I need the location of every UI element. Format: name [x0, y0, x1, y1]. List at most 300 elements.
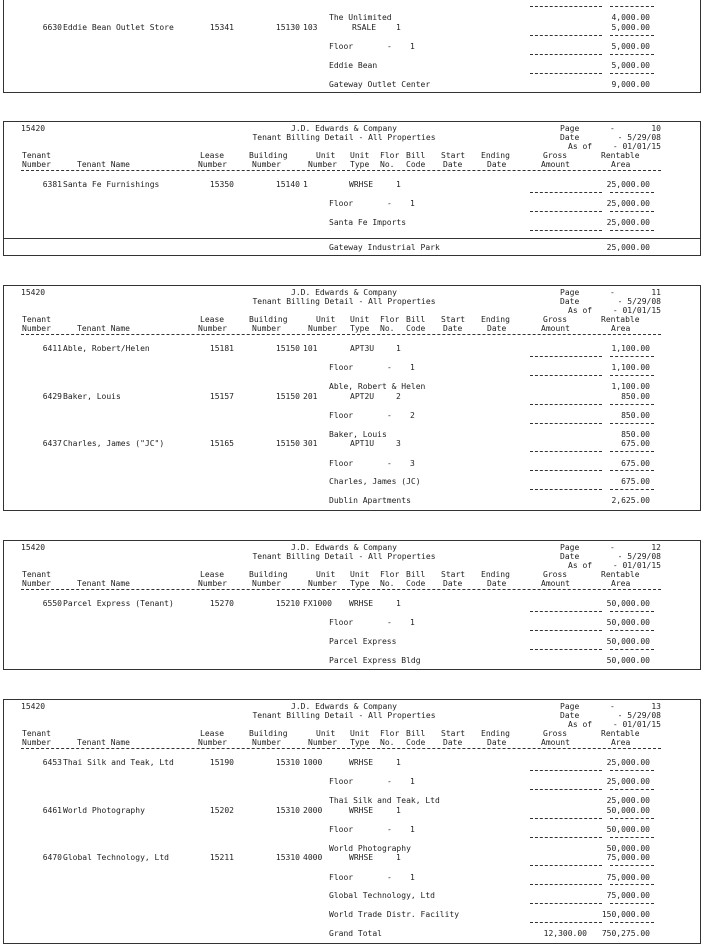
rule	[610, 630, 654, 631]
rule	[530, 6, 602, 7]
col-tenant-number-1: Tenant	[22, 570, 51, 579]
rule	[610, 470, 654, 471]
tenant-name: Santa Fe Furnishings	[63, 180, 160, 189]
floor-dash: -	[387, 873, 392, 882]
rule	[610, 837, 654, 838]
rule	[610, 356, 654, 357]
unit-type: APT3U	[350, 344, 375, 353]
rule	[530, 211, 602, 212]
tenant-total-label: Parcel Express	[329, 637, 397, 646]
col-unit-number-2: Number	[308, 579, 337, 588]
unit-type: WRHSE	[349, 853, 374, 862]
col-tenant-number-1: Tenant	[22, 729, 51, 738]
col-ending-date-1: Ending	[481, 729, 510, 738]
col-bill-code-2: Code	[406, 579, 426, 588]
rule	[610, 192, 654, 193]
col-start-date-2: Date	[443, 738, 463, 747]
col-tenant-number-1: Tenant	[22, 315, 51, 324]
col-building-2: Number	[252, 160, 281, 169]
col-gross-1: Gross	[543, 151, 568, 160]
col-unit-number-2: Number	[308, 738, 337, 747]
page-dash: -	[610, 543, 615, 552]
floor-label: Floor	[329, 825, 354, 834]
lease-number: 15341	[209, 23, 234, 32]
report-title: Tenant Billing Detail - All Properties	[252, 552, 436, 561]
page-number: 12	[651, 543, 661, 552]
report-page-11	[3, 285, 701, 511]
header-rule	[21, 748, 661, 749]
asof-label: As of	[568, 561, 593, 570]
tenant-total-label: Eddie Bean	[329, 61, 378, 70]
rule	[530, 903, 602, 904]
floor-total-number: 1	[410, 199, 415, 208]
col-unit-type-1: Unit	[350, 151, 370, 160]
lease-number: 15165	[209, 439, 234, 448]
page-label: Page	[560, 702, 580, 711]
col-unit-type-1: Unit	[350, 315, 370, 324]
rule	[610, 451, 654, 452]
date-label: Date	[560, 133, 580, 142]
grand-total-label: Grand Total	[329, 929, 382, 938]
col-floor-1: Flor	[380, 570, 400, 579]
date-value: - 5/29/08	[617, 711, 661, 720]
rule	[530, 789, 602, 790]
lease-number: 15181	[209, 344, 234, 353]
tenant-name: World Photography	[63, 806, 145, 815]
grand-total-area: 750,275.00	[601, 929, 650, 938]
rule	[610, 865, 654, 866]
unit-type: APT2U	[350, 392, 375, 401]
unit-number: 301	[303, 439, 318, 448]
rule	[530, 837, 602, 838]
rule	[530, 356, 602, 357]
building-total-area: 9,000.00	[611, 80, 650, 89]
rule	[530, 73, 602, 74]
building-number: 15310	[275, 806, 300, 815]
rule	[610, 73, 654, 74]
tenant-total-area: 5,000.00	[611, 61, 650, 70]
rule	[610, 35, 654, 36]
date-value: - 5/29/08	[617, 552, 661, 561]
unit-number: 103	[303, 23, 318, 32]
date-label: Date	[560, 552, 580, 561]
rule	[610, 423, 654, 424]
rentable-area: 5,000.00	[611, 23, 650, 32]
col-unit-type-2: Type	[350, 160, 370, 169]
col-start-date-1: Start	[441, 315, 466, 324]
col-ending-date-2: Date	[487, 160, 507, 169]
floor-label: Floor	[329, 873, 354, 882]
rule	[610, 649, 654, 650]
col-tenant-name: Tenant Name	[77, 579, 130, 588]
tenant-number: 6470	[42, 853, 62, 862]
col-bill-code-2: Code	[406, 160, 426, 169]
asof-value: - 01/01/15	[612, 720, 661, 729]
floor-total-area: 1,100.00	[611, 363, 650, 372]
floor-total-number: 1	[410, 777, 415, 786]
tenant-total-label: Global Technology, Ltd	[329, 891, 435, 900]
floor-total-number: 2	[410, 411, 415, 420]
program-id: 15420	[21, 288, 46, 297]
floor-total-number: 1	[410, 618, 415, 627]
unit-type: WRHSE	[349, 758, 374, 767]
page-label: Page	[560, 124, 580, 133]
program-id: 15420	[21, 124, 46, 133]
tenant-total-area: 675.00	[621, 477, 650, 486]
rule	[530, 818, 602, 819]
tenant-name: Global Technology, Ltd	[63, 853, 169, 862]
col-unit-type-2: Type	[350, 738, 370, 747]
tenant-name: Parcel Express (Tenant)	[63, 599, 174, 608]
floor-total-number: 1	[410, 825, 415, 834]
rule	[530, 404, 602, 405]
col-unit-type-1: Unit	[350, 729, 370, 738]
col-start-date-2: Date	[443, 324, 463, 333]
unit-number: 1000	[303, 758, 323, 767]
col-unit-type-2: Type	[350, 579, 370, 588]
rule	[530, 451, 602, 452]
tenant-total-label: Thai Silk and Teak, Ltd	[329, 796, 440, 805]
rule	[610, 884, 654, 885]
floor-number: 1	[396, 853, 401, 862]
asof-value: - 01/01/15	[612, 561, 661, 570]
unit-number: 2000	[303, 806, 323, 815]
col-lease-2: Number	[198, 160, 227, 169]
rule	[530, 375, 602, 376]
col-floor-2: No.	[380, 738, 395, 747]
building-number: 15130	[275, 23, 300, 32]
tenant-number: 6429	[42, 392, 62, 401]
tenant-total-label: Able, Robert & Helen	[329, 382, 426, 391]
rule	[610, 211, 654, 212]
floor-total-number: 1	[410, 873, 415, 882]
tenant-total-label: World Photography	[329, 844, 411, 853]
rule	[530, 35, 602, 36]
col-unit-number-1: Unit	[316, 315, 336, 324]
col-bill-code-1: Bill	[406, 729, 426, 738]
tenant-number: 6411	[42, 344, 62, 353]
col-tenant-number-2: Number	[22, 579, 51, 588]
col-unit-number-1: Unit	[316, 570, 336, 579]
tenant-name: Charles, James ("JC")	[63, 439, 165, 448]
rule	[610, 818, 654, 819]
col-rentable-2: Area	[611, 324, 631, 333]
building-total-area: 25,000.00	[606, 243, 650, 252]
page-number: 10	[651, 124, 661, 133]
col-start-date-2: Date	[443, 160, 463, 169]
col-building-1: Building	[249, 729, 288, 738]
col-bill-code-1: Bill	[406, 315, 426, 324]
floor-number: 3	[396, 439, 401, 448]
rule	[530, 922, 602, 923]
floor-total-number: 1	[410, 42, 415, 51]
building-total-label: World Trade Distr. Facility	[329, 910, 460, 919]
lease-number: 15157	[209, 392, 234, 401]
floor-label: Floor	[329, 459, 354, 468]
tenant-total-area: 75,000.00	[606, 891, 650, 900]
date-value: - 5/29/08	[617, 297, 661, 306]
building-number: 15210	[275, 599, 300, 608]
floor-total-area: 25,000.00	[606, 777, 650, 786]
building-separator	[4, 238, 700, 239]
tenant-name: Thai Silk and Teak, Ltd	[63, 758, 174, 767]
company-name: J.D. Edwards & Company	[291, 543, 397, 552]
asof-label: As of	[568, 142, 593, 151]
date-label: Date	[560, 711, 580, 720]
floor-dash: -	[387, 42, 392, 51]
col-unit-type-1: Unit	[350, 570, 370, 579]
floor-dash: -	[387, 363, 392, 372]
rule	[610, 6, 654, 7]
rentable-area: 675.00	[621, 439, 650, 448]
asof-value: - 01/01/15	[612, 142, 661, 151]
col-tenant-number-2: Number	[22, 324, 51, 333]
rule	[610, 789, 654, 790]
page-dash: -	[610, 124, 615, 133]
col-start-date-1: Start	[441, 570, 466, 579]
building-number: 15310	[275, 853, 300, 862]
rule	[530, 770, 602, 771]
page-label: Page	[560, 543, 580, 552]
rule	[610, 54, 654, 55]
floor-total-area: 5,000.00	[611, 42, 650, 51]
unit-type: APT1U	[350, 439, 375, 448]
unit-number: 1	[303, 180, 308, 189]
floor-total-number: 3	[410, 459, 415, 468]
floor-dash: -	[387, 777, 392, 786]
building-number: 15140	[275, 180, 300, 189]
col-ending-date-1: Ending	[481, 315, 510, 324]
floor-number: 2	[396, 392, 401, 401]
col-floor-1: Flor	[380, 729, 400, 738]
col-rentable-1: Rentable	[601, 570, 640, 579]
tenant-number: 6550	[42, 599, 62, 608]
date-label: Date	[560, 297, 580, 306]
tenant-number: 6381	[42, 180, 62, 189]
col-building-1: Building	[249, 570, 288, 579]
col-unit-number-1: Unit	[316, 151, 336, 160]
floor-number: 1	[396, 180, 401, 189]
col-start-date-1: Start	[441, 151, 466, 160]
rule	[530, 470, 602, 471]
col-floor-1: Flor	[380, 315, 400, 324]
rule	[530, 489, 602, 490]
col-rentable-2: Area	[611, 738, 631, 747]
rule	[530, 192, 602, 193]
unit-number: 4000	[303, 853, 323, 862]
page-dash: -	[610, 702, 615, 711]
building-total-area: 50,000.00	[606, 656, 650, 665]
col-rentable-2: Area	[611, 160, 631, 169]
col-rentable-1: Rentable	[601, 151, 640, 160]
col-tenant-number-2: Number	[22, 160, 51, 169]
col-floor-2: No.	[380, 160, 395, 169]
report-page-12	[3, 540, 701, 670]
col-unit-type-2: Type	[350, 324, 370, 333]
building-total-label: Gateway Outlet Center	[329, 80, 431, 89]
tenant-total-area: 850.00	[621, 430, 650, 439]
col-building-1: Building	[249, 151, 288, 160]
col-tenant-name: Tenant Name	[77, 160, 130, 169]
unit-number: 101	[303, 344, 318, 353]
tenant-name: Able, Robert/Helen	[63, 344, 150, 353]
col-bill-code-1: Bill	[406, 151, 426, 160]
col-rentable-1: Rentable	[601, 729, 640, 738]
building-number: 15150	[275, 439, 300, 448]
floor-dash: -	[387, 459, 392, 468]
floor-dash: -	[387, 825, 392, 834]
col-bill-code-1: Bill	[406, 570, 426, 579]
unit-number: 201	[303, 392, 318, 401]
floor-number: 1	[396, 599, 401, 608]
col-rentable-1: Rentable	[601, 315, 640, 324]
lease-number: 15270	[209, 599, 234, 608]
col-ending-date-2: Date	[487, 324, 507, 333]
rentable-area: 850.00	[621, 392, 650, 401]
page-number: 11	[651, 288, 661, 297]
rentable-area: 50,000.00	[606, 806, 650, 815]
col-unit-number-2: Number	[308, 160, 337, 169]
building-number: 15150	[275, 392, 300, 401]
col-start-date-2: Date	[443, 579, 463, 588]
rule	[530, 884, 602, 885]
lease-number: 15211	[209, 853, 234, 862]
report-page-10	[3, 121, 701, 256]
rule	[530, 230, 602, 231]
col-tenant-number-2: Number	[22, 738, 51, 747]
tenant-total-area: 50,000.00	[606, 844, 650, 853]
floor-label: Floor	[329, 618, 354, 627]
col-gross-1: Gross	[543, 729, 568, 738]
col-unit-number-1: Unit	[316, 729, 336, 738]
rule	[610, 489, 654, 490]
asof-label: As of	[568, 306, 593, 315]
tenant-total-area: 1,100.00	[611, 382, 650, 391]
page-dash: -	[610, 288, 615, 297]
lease-number: 15350	[209, 180, 234, 189]
lease-number: 15190	[209, 758, 234, 767]
col-bill-code-2: Code	[406, 738, 426, 747]
rule	[610, 903, 654, 904]
col-tenant-number-1: Tenant	[22, 151, 51, 160]
col-ending-date-2: Date	[487, 738, 507, 747]
col-building-2: Number	[252, 579, 281, 588]
floor-label: Floor	[329, 411, 354, 420]
rule	[610, 770, 654, 771]
col-gross-1: Gross	[543, 315, 568, 324]
page-label: Page	[560, 288, 580, 297]
col-gross-2: Amount	[541, 324, 570, 333]
unit-type: RSALE	[352, 23, 377, 32]
rule	[610, 611, 654, 612]
rule	[530, 611, 602, 612]
rule	[610, 404, 654, 405]
rule	[610, 375, 654, 376]
building-total-area: 150,000.00	[601, 910, 650, 919]
tenant-number: 6461	[42, 806, 62, 815]
col-building-2: Number	[252, 738, 281, 747]
floor-total-area: 50,000.00	[606, 825, 650, 834]
col-ending-date-1: Ending	[481, 570, 510, 579]
unit-type: WRHSE	[349, 806, 374, 815]
asof-label: As of	[568, 720, 593, 729]
rule	[530, 630, 602, 631]
floor-number: 1	[396, 806, 401, 815]
rule	[530, 423, 602, 424]
rule	[530, 54, 602, 55]
building-total-area: 2,625.00	[611, 496, 650, 505]
program-id: 15420	[21, 543, 46, 552]
company-name: J.D. Edwards & Company	[291, 124, 397, 133]
floor-total-number: 1	[410, 363, 415, 372]
asof-value: - 01/01/15	[612, 306, 661, 315]
floor-total-area: 75,000.00	[606, 873, 650, 882]
building-number: 15310	[275, 758, 300, 767]
col-ending-date-2: Date	[487, 579, 507, 588]
tenant-total-label: Santa Fe Imports	[329, 218, 407, 227]
col-start-date-1: Start	[441, 729, 466, 738]
col-unit-number-2: Number	[308, 324, 337, 333]
grand-total-gross: 12,300.00	[543, 929, 587, 938]
col-gross-2: Amount	[541, 579, 570, 588]
tenant-total-label: Charles, James (JC)	[329, 477, 421, 486]
floor-label: Floor	[329, 363, 354, 372]
unit-number: FX1000	[303, 599, 332, 608]
rule	[610, 230, 654, 231]
col-lease-1: Lease	[200, 151, 225, 160]
building-total-label: Dublin Apartments	[329, 496, 411, 505]
col-gross-1: Gross	[543, 570, 568, 579]
floor-label: Floor	[329, 777, 354, 786]
tenant-total-area: 25,000.00	[606, 218, 650, 227]
report-page-13	[3, 699, 701, 944]
lease-number: 15202	[209, 806, 234, 815]
unit-type: WRHSE	[349, 599, 374, 608]
tenant-name: Eddie Bean Outlet Store	[63, 23, 174, 32]
unit-type: WRHSE	[349, 180, 374, 189]
col-lease-2: Number	[198, 324, 227, 333]
date-value: - 5/29/08	[617, 133, 661, 142]
col-tenant-name: Tenant Name	[77, 324, 130, 333]
company-name: J.D. Edwards & Company	[291, 288, 397, 297]
rule	[530, 649, 602, 650]
report-title: Tenant Billing Detail - All Properties	[252, 133, 436, 142]
program-id: 15420	[21, 702, 46, 711]
col-lease-2: Number	[198, 738, 227, 747]
rule	[610, 922, 654, 923]
floor-total-area: 25,000.00	[606, 199, 650, 208]
tenant-total-area: 50,000.00	[606, 637, 650, 646]
page-number: 13	[651, 702, 661, 711]
building-total-label: Parcel Express Bldg	[329, 656, 421, 665]
col-lease-1: Lease	[200, 315, 225, 324]
col-floor-1: Flor	[380, 151, 400, 160]
report-title: Tenant Billing Detail - All Properties	[252, 711, 436, 720]
tenant-number: 6453	[42, 758, 62, 767]
building-total-label: Gateway Industrial Park	[329, 243, 440, 252]
floor-dash: -	[387, 411, 392, 420]
floor-total-area: 850.00	[621, 411, 650, 420]
rentable-area: 25,000.00	[606, 180, 650, 189]
floor-label: Floor	[329, 199, 354, 208]
floor-total-area: 50,000.00	[606, 618, 650, 627]
floor-total-area: 675.00	[621, 459, 650, 468]
floor-number: 1	[396, 23, 401, 32]
col-lease-1: Lease	[200, 570, 225, 579]
col-gross-2: Amount	[541, 738, 570, 747]
tenant-total-area: 25,000.00	[606, 796, 650, 805]
tenant-number: 6630	[42, 23, 62, 32]
